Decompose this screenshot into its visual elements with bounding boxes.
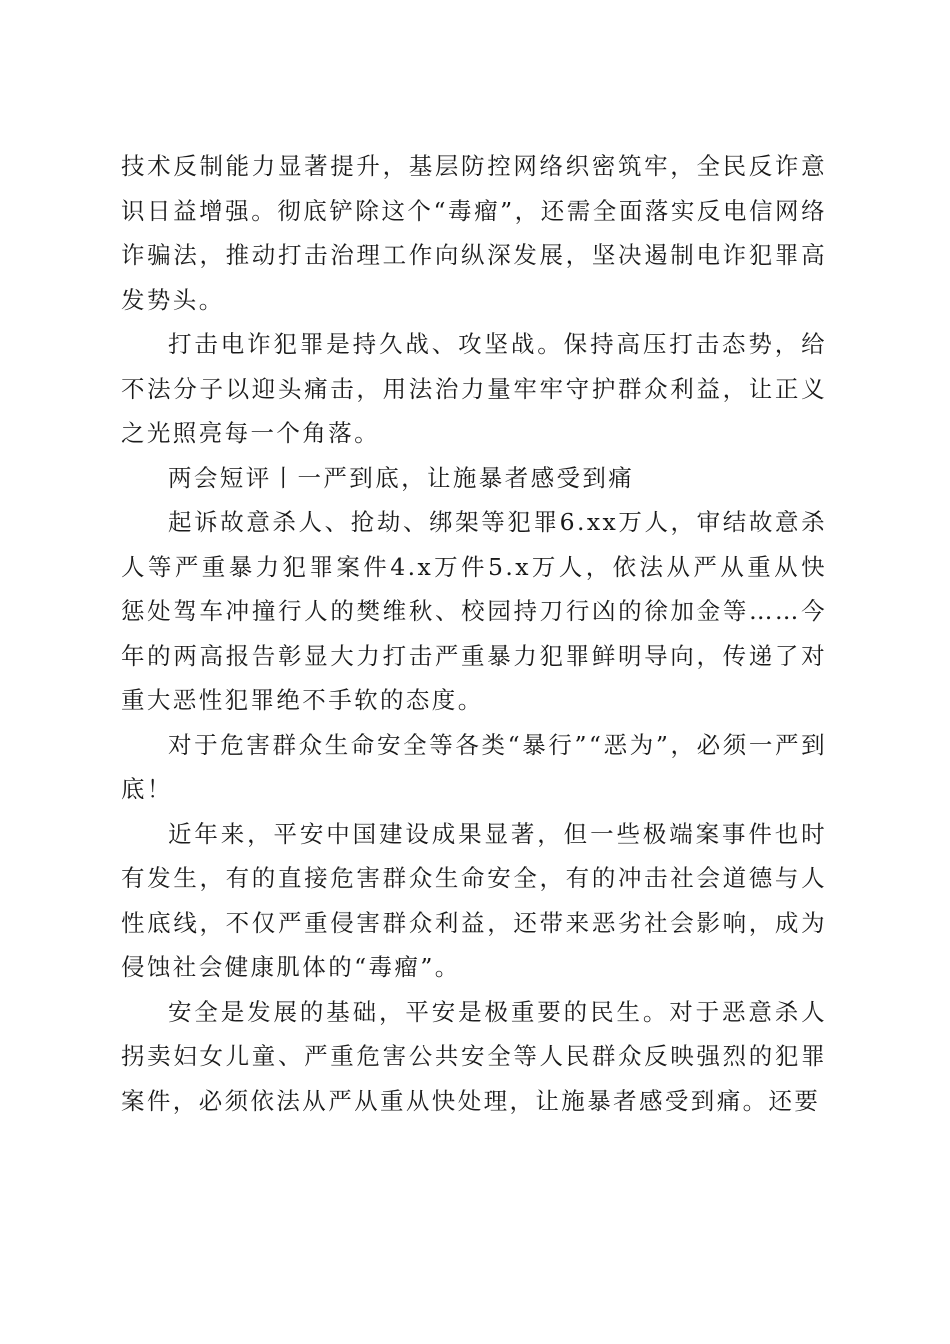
paragraph-3: 起诉故意杀人、抢劫、绑架等犯罪6.xx万人，审结故意杀人等严重暴力犯罪案件4.x万件5.x万人，依法从严从重从快惩处驾车冲撞行人的樊维秋、校园持刀行凶的徐加金等……今年的两高报告彰显大力打击严重暴力犯罪鲜明导向，传递了对重大恶性犯罪绝不手软的态度。 [121,508,827,714]
section-title: 两会短评丨一严到底，让施暴者感受到痛 [168,463,635,492]
paragraph-5: 近年来，平安中国建设成果显著，但一些极端案事件也时有发生，有的直接危害群众生命安全，有的冲击社会道德与人性底线，不仅严重侵害群众利益，还带来恶劣社会影响，成为侵蚀社会健康肌体的“毒瘤”。 [121,819,827,981]
paragraph-6: 安全是发展的基础，平安是极重要的民生。对于恶意杀人拐卖妇女儿童、严重危害公共安全等人民群众反映强烈的犯罪案件，必须依法从严从重从快处理，让施暴者感受到痛。还要 [121,997,827,1115]
document-body [121,144,827,1123]
paragraph-1: 技术反制能力显著提升，基层防控网络织密筑牢，全民反诈意识日益增强。彻底铲除这个“毒瘤”，还需全面落实反电信网络诈骗法，推动打击治理工作向纵深发展，坚决遏制电诈犯罪高发势头。 [121,152,827,314]
paragraph-4: 对于危害群众生命安全等各类“暴行”“恶为”，必须一严到底！ [121,730,827,803]
paragraph-2: 打击电诈犯罪是持久战、攻坚战。保持高压打击态势，给不法分子以迎头痛击，用法治力量牢牢守护群众利益，让正义之光照亮每一个角落。 [121,330,827,447]
